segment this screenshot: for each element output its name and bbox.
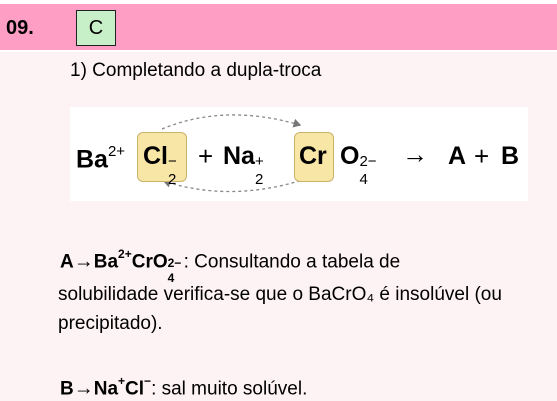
paragraph-a-line2: solubilidade verifica-se que o BaCrO₄ é insolúvel (ou (58, 284, 502, 305)
ion-chloride: Cl − 2 (143, 142, 177, 188)
plus-sign: + (198, 141, 214, 171)
paragraph-a-line3: precipitado). (58, 313, 163, 334)
answer-box (76, 10, 116, 46)
reaction-arrow: → (402, 139, 428, 169)
question-number-cell (0, 4, 68, 50)
ion-chromium: Cr (299, 142, 327, 170)
ion-sodium: Na + 2 (223, 142, 264, 188)
answer-strip (68, 4, 557, 50)
question-number: 09. (6, 17, 34, 39)
step-title: 1) Completando a dupla-troca (70, 60, 322, 81)
plus-sign-2: + (474, 141, 490, 171)
ion-barium: $Ba^{2+}$ (76, 143, 126, 174)
paragraph-a-line1: $A\to Ba^{2+}CrO$ 2− 4 : Consultando a tabela de (60, 247, 401, 285)
product-b: B (501, 142, 520, 170)
equation-panel (70, 107, 528, 201)
ion-oxide: O 2− 4 (340, 142, 377, 188)
paragraph-b: B→Na+Cl−: sal muito solúvel. (60, 374, 308, 400)
product-a: A (448, 142, 467, 170)
answer-letter: C (88, 16, 104, 39)
